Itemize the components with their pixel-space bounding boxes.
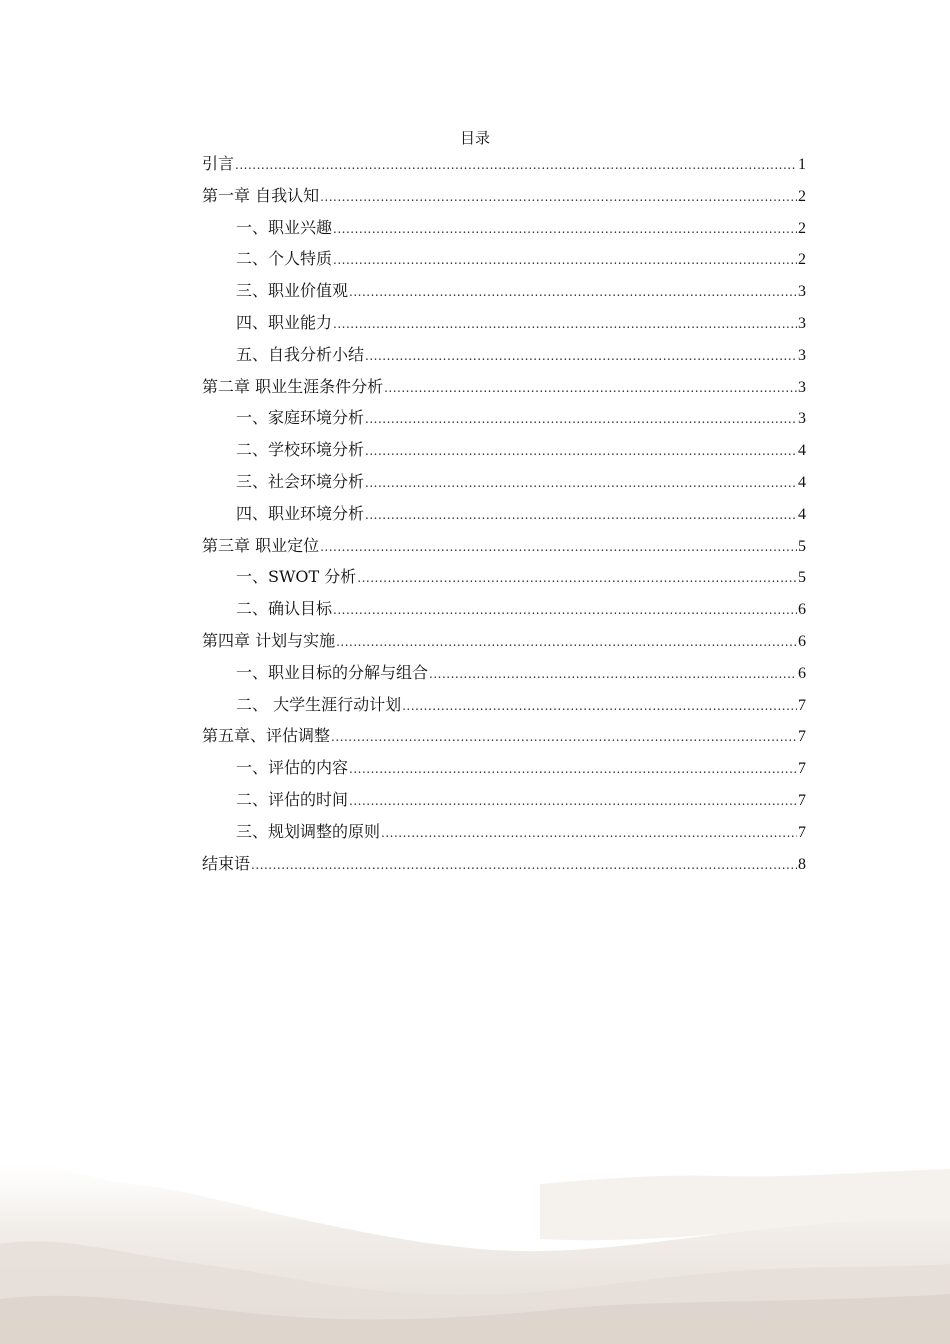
- toc-entry[interactable]: [202, 724, 806, 756]
- toc-entry-label: 二、确认目标: [236, 599, 333, 619]
- toc-leader-dots: [235, 153, 797, 177]
- toc-entry-page-number: 7: [798, 696, 806, 714]
- toc-entry-label: 二、评估的时间: [236, 789, 349, 809]
- toc-leader-dots: [331, 725, 797, 749]
- toc-entry-page-number: 4: [798, 473, 806, 491]
- toc-leader-dots: [384, 376, 797, 400]
- toc-entry[interactable]: [202, 788, 806, 820]
- toc-leader-dots: [251, 853, 797, 877]
- toc-entry-label: 第一章 自我认知: [202, 185, 320, 205]
- toc-entry-page-number: 2: [798, 251, 806, 269]
- toc-leader-dots: [333, 312, 797, 336]
- toc-entry-page-number: 2: [798, 219, 806, 237]
- toc-entry[interactable]: [202, 184, 806, 216]
- toc-entry[interactable]: [202, 565, 806, 597]
- toc-entry[interactable]: [202, 756, 806, 788]
- toc-entry-label: 二、学校环境分析: [236, 440, 365, 460]
- toc-entry-label: 引言: [202, 154, 235, 173]
- toc-entry[interactable]: [202, 375, 806, 407]
- toc-leader-dots: [349, 757, 797, 781]
- toc-leader-dots: [333, 248, 797, 272]
- toc-entry-label: 三、职业价值观: [236, 281, 349, 301]
- toc-entry-label: 五、自我分析小结: [236, 344, 365, 364]
- toc-entry-label: 四、职业能力: [236, 312, 333, 332]
- toc-leader-dots: [357, 566, 797, 590]
- toc-entry[interactable]: [202, 693, 806, 725]
- toc-entry-page-number: 7: [798, 728, 806, 746]
- toc-entry[interactable]: [202, 502, 806, 534]
- toc-entry-page-number: 3: [798, 283, 806, 301]
- toc-entry-label: 一、职业兴趣: [236, 217, 333, 237]
- toc-leader-dots: [333, 598, 797, 622]
- toc-entry[interactable]: [202, 279, 806, 311]
- toc-entry[interactable]: [202, 438, 806, 470]
- toc-entry[interactable]: [202, 152, 806, 184]
- toc-entry[interactable]: [202, 852, 806, 884]
- toc-entry-label: 一、SWOT 分析: [236, 567, 357, 587]
- toc-entry-page-number: 8: [798, 855, 806, 873]
- toc-leader-dots: [336, 630, 797, 654]
- toc-entry-page-number: 4: [798, 505, 806, 523]
- landscape-background-image: [0, 1124, 950, 1344]
- toc-leader-dots: [365, 344, 797, 368]
- toc-entry-label: 第四章 计划与实施: [202, 630, 336, 650]
- toc-leader-dots: [349, 789, 797, 813]
- toc-entry-page-number: 6: [798, 664, 806, 682]
- toc-leader-dots: [320, 535, 797, 559]
- toc-entry-label: 一、评估的内容: [236, 758, 349, 778]
- toc-entry-page-number: 6: [798, 601, 806, 619]
- toc-entry-label: 结束语: [202, 853, 251, 873]
- toc-entry[interactable]: [202, 216, 806, 248]
- toc-entry-label: 二、个人特质: [236, 249, 333, 269]
- toc-entry[interactable]: [202, 311, 806, 343]
- toc-entry-label: 二、 大学生涯行动计划: [236, 694, 402, 714]
- toc-entry-label: 三、规划调整的原则: [236, 821, 381, 841]
- toc-entry-page-number: 7: [798, 760, 806, 778]
- toc-entry-page-number: 1: [798, 156, 806, 173]
- toc-entry-page-number: 2: [798, 187, 806, 205]
- toc-entry-label: 一、职业目标的分解与组合: [236, 662, 429, 682]
- toc-entry-page-number: 7: [798, 791, 806, 809]
- toc-entry[interactable]: [202, 820, 806, 852]
- toc-entry[interactable]: [202, 343, 806, 375]
- toc-entry-label: 第三章 职业定位: [202, 535, 320, 555]
- toc-entry[interactable]: [202, 661, 806, 693]
- toc-entry-page-number: 3: [798, 346, 806, 364]
- toc-entry-label: 一、家庭环境分析: [236, 408, 365, 428]
- toc-leader-dots: [365, 439, 797, 463]
- toc-entry-page-number: 3: [798, 410, 806, 428]
- toc-leader-dots: [333, 217, 797, 241]
- toc-entry[interactable]: [202, 470, 806, 502]
- toc-entry-page-number: 6: [798, 632, 806, 650]
- toc-entry[interactable]: [202, 406, 806, 438]
- toc-entry[interactable]: [202, 629, 806, 661]
- toc-entry-label: 三、社会环境分析: [236, 471, 365, 491]
- toc-entry-page-number: 3: [798, 314, 806, 332]
- toc-title: 目录: [459, 129, 490, 147]
- toc-leader-dots: [320, 185, 797, 209]
- toc-leader-dots: [402, 694, 797, 718]
- toc-entry[interactable]: [202, 534, 806, 566]
- toc-entry-page-number: 3: [798, 378, 806, 396]
- toc-entry-page-number: 7: [798, 823, 806, 841]
- table-of-contents: [202, 152, 806, 883]
- toc-entry-page-number: 5: [798, 537, 806, 555]
- toc-leader-dots: [381, 821, 797, 845]
- toc-entry-label: 第二章 职业生涯条件分析: [202, 376, 384, 396]
- toc-leader-dots: [429, 662, 797, 686]
- toc-leader-dots: [365, 503, 797, 527]
- toc-entry[interactable]: [202, 597, 806, 629]
- toc-leader-dots: [349, 280, 797, 304]
- toc-entry-label: 四、职业环境分析: [236, 503, 365, 523]
- toc-leader-dots: [365, 471, 797, 495]
- toc-entry-label: 第五章、评估调整: [202, 726, 331, 746]
- toc-leader-dots: [365, 407, 797, 431]
- toc-entry[interactable]: [202, 247, 806, 279]
- toc-entry-page-number: 5: [798, 569, 806, 587]
- toc-entry-page-number: 4: [798, 442, 806, 460]
